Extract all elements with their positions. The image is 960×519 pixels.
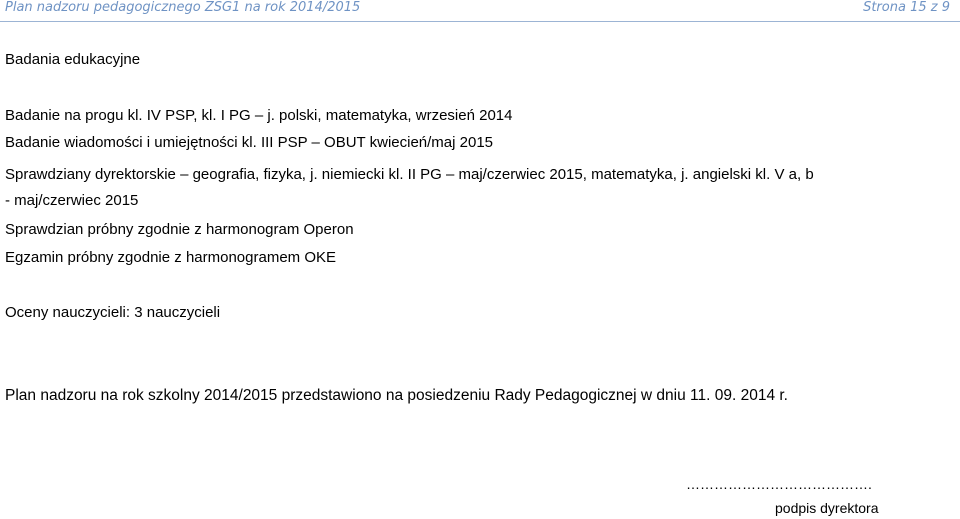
signature-label: podpis dyrektora (775, 500, 879, 516)
page-prefix: Strona (863, 0, 906, 15)
section-item-2: Badanie wiadomości i umiejętności kl. III PSP – OBUT kwiecień/maj 2015 (5, 134, 494, 151)
evaluation-line: Oceny nauczycieli: 3 nauczycieli (5, 304, 221, 321)
section-item-1: Badanie na progu kl. IV PSP, kl. I PG – j. polski, matematyka, wrzesień 2014 (5, 107, 513, 124)
section-item-5: Sprawdzian próbny zgodnie z harmonogram Operon (5, 221, 354, 238)
page-number (863, 0, 950, 15)
page-total: 9 (941, 0, 950, 15)
section-item-6: Egzamin próbny zgodnie z harmonogramem OKE (5, 249, 336, 266)
approval-line: Plan nadzoru na rok szkolny 2014/2015 przedstawiono na posiedzeniu Rady Pedagogicznej w dniu 11. 09. 2014 r. (5, 387, 788, 404)
page-header (0, 0, 960, 22)
page-current: 15 (910, 0, 927, 15)
section-item-3: Sprawdziany dyrektorskie – geografia, fizyka, j. niemiecki kl. II PG – maj/czerwiec 2015, matematyka, j. angielski kl. V a, b (5, 166, 814, 183)
section-title: Badania edukacyjne (5, 51, 141, 68)
document-title: Plan nadzoru pedagogicznego ZSG1 na rok 2014/2015 (5, 0, 361, 15)
page-of: z (930, 0, 938, 15)
signature-dots: …………………………………. (686, 476, 872, 492)
section-item-4: - maj/czerwiec 2015 (5, 192, 139, 209)
